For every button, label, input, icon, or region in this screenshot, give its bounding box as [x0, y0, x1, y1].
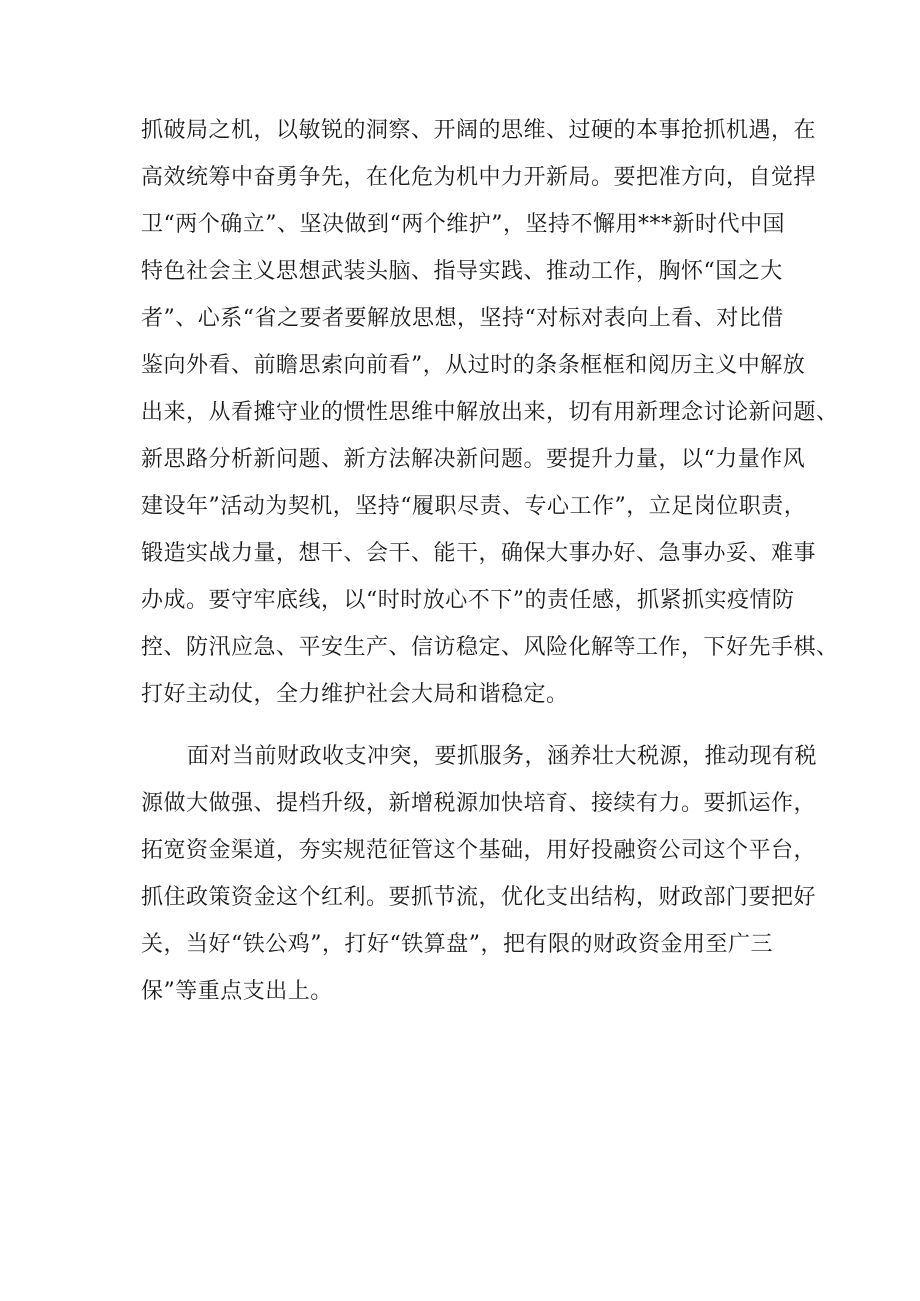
paragraph-line: 关，当好“铁公鸡”，打好“铁算盘”，把有限的财政资金用至广三	[141, 932, 773, 957]
paragraph-line: 保”等重点支出上。	[141, 979, 333, 1004]
paragraph-line: 拓宽资金渠道，夯实规范征管这个基础，用好投融资公司这个平台，	[141, 838, 817, 863]
paragraph-line: 面对当前财政收支冲突，要抓服务，涵养壮大税源，推动现有税	[187, 744, 818, 769]
paragraph-line: 者”、心系“省之要者要解放思想，坚持“对标对表向上看、对比借	[141, 306, 784, 331]
paragraph-line: 控、防汛应急、平安生产、信访稳定、风险化解等工作，下好先手棋、	[141, 635, 839, 660]
paragraph-line: 鉴向外看、前瞻思索向前看”，从过时的条条框框和阅历主义中解放	[141, 353, 806, 378]
paragraph-line: 锻造实战力量，想干、会干、能干，确保大事办好、急事办妥、难事	[141, 541, 817, 566]
paragraph-2	[141, 733, 818, 1015]
paragraph-line: 建设年”活动为契机，坚持“履职尽责、专心工作”，立足岗位职责，	[141, 494, 807, 519]
paragraph-line: 特色社会主义思想武装头脑、指导实践、推动工作，胸怀“国之大	[141, 259, 783, 284]
paragraph-line: 卫“两个确立”、坚决做到“两个维护”，坚持不懈用***新时代中国	[141, 212, 785, 237]
paragraph-line: 高效统筹中奋勇争先，在化危为机中力开新局。要把准方向，自觉捍	[141, 165, 817, 190]
paragraph-line: 源做大做强、提档升级，新增税源加快培育、接续有力。要抓运作，	[141, 791, 817, 816]
paragraph-line: 抓住政策资金这个红利。要抓节流，优化支出结构，财政部门要把好	[141, 885, 817, 910]
paragraph-line: 抓破局之机，以敏锐的洞察、开阔的思维、过硬的本事抢抓机遇，在	[141, 118, 817, 143]
paragraph-line: 办成。要守牢底线，以“时时放心不下”的责任感，抓紧抓实疫情防	[141, 588, 795, 613]
paragraph-line: 出来，从看摊守业的惯性思维中解放出来，切有用新理念讨论新问题、	[141, 400, 839, 425]
paragraph-line: 新思路分析新问题、新方法解决新问题。要提升力量，以“力量作风	[141, 447, 806, 472]
paragraph-line: 打好主动仗，全力维护社会大局和谐稳定。	[141, 682, 569, 707]
paragraph-1	[141, 107, 839, 718]
